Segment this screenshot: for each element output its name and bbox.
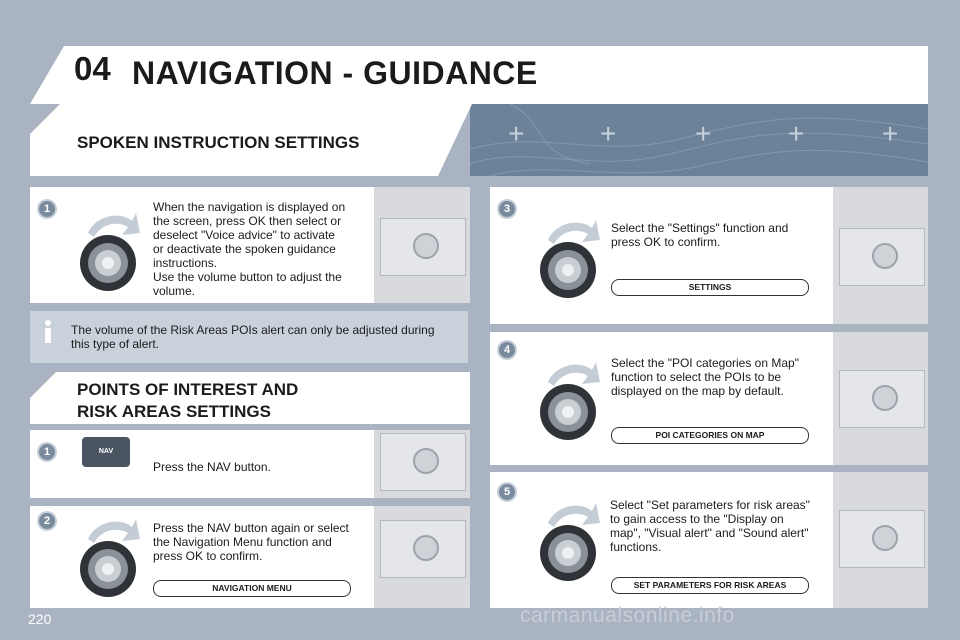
title-line: RISK AREAS SETTINGS	[77, 402, 271, 421]
menu-pill: SETTINGS	[611, 279, 809, 296]
step-1-text	[153, 200, 368, 298]
knob-icon	[530, 214, 610, 304]
step-badge: 3	[499, 201, 515, 217]
text-line: the Navigation Menu function and	[153, 535, 332, 549]
text-line: deselect "Voice advice" to activate	[153, 228, 335, 242]
knob-icon	[70, 207, 150, 297]
text-line: When the navigation is displayed on	[153, 200, 346, 214]
info-icon	[36, 318, 60, 344]
text-line: or deactivate the spoken guidance	[153, 242, 336, 256]
curved-arrow-icon	[88, 519, 140, 543]
text-line: volume.	[153, 284, 196, 298]
radio-unit-drawing	[839, 510, 925, 568]
menu-pill: SET PARAMETERS FOR RISK AREAS	[611, 577, 809, 594]
text-line: functions.	[610, 540, 662, 554]
text-line: Select the "Settings" function and	[611, 221, 789, 235]
step-p2-text	[153, 521, 368, 563]
plus-mark: +	[508, 118, 525, 149]
step-badge: 4	[499, 342, 515, 358]
info-text	[71, 323, 463, 351]
text-line: Use the volume button to adjust the	[153, 270, 342, 284]
step-badge: 1	[39, 201, 55, 217]
page-title: NAVIGATION - GUIDANCE	[132, 55, 538, 91]
knob-icon	[70, 513, 150, 603]
text-line: displayed on the map by default.	[611, 384, 784, 398]
radio-unit-drawing	[380, 218, 466, 276]
text-line: function to select the POIs to be	[611, 370, 782, 384]
text-line: The volume of the Risk Areas POIs alert can only be adjusted during	[71, 323, 435, 337]
step-4-text	[611, 356, 826, 398]
step-5-text	[610, 498, 830, 554]
text-line: Select "Set parameters for risk areas"	[610, 498, 810, 512]
text-line: Press the NAV button again or select	[153, 521, 349, 535]
step-badge: 1	[39, 444, 55, 460]
text-line: this type of alert.	[71, 337, 160, 351]
curved-arrow-icon	[548, 362, 600, 386]
text-line: the screen, press OK then select or	[153, 214, 342, 228]
section-poi-title	[77, 379, 298, 423]
title-line: POINTS OF INTEREST AND	[77, 380, 299, 399]
curved-arrow-icon	[548, 220, 600, 244]
text-line: press OK to confirm.	[611, 235, 721, 249]
nav-key-icon: NAV	[82, 437, 130, 467]
section-spoken-title: SPOKEN INSTRUCTION SETTINGS	[77, 133, 360, 152]
text-line: press OK to confirm.	[153, 549, 263, 563]
knob-icon	[530, 497, 610, 587]
step-badge: 2	[39, 513, 55, 529]
menu-pill: NAVIGATION MENU	[153, 580, 351, 597]
step-p1-text: Press the NAV button.	[153, 460, 271, 474]
menu-pill: POI CATEGORIES ON MAP	[611, 427, 809, 444]
header-corner	[30, 46, 64, 104]
plus-mark: +	[600, 118, 617, 149]
curved-arrow-icon	[548, 503, 600, 527]
map-banner	[470, 104, 928, 176]
radio-unit-drawing	[380, 520, 466, 578]
step-badge: 5	[499, 484, 515, 500]
radio-unit-drawing	[839, 370, 925, 428]
knob-icon	[530, 356, 610, 446]
text-line: to gain access to the "Display on	[610, 512, 784, 526]
plus-mark: +	[882, 118, 899, 149]
radio-unit-drawing	[380, 433, 466, 491]
step-3-text	[611, 221, 826, 249]
plus-mark: +	[695, 118, 712, 149]
text-line: map", "Visual alert" and "Sound alert"	[610, 526, 809, 540]
text-line: instructions.	[153, 256, 218, 270]
radio-unit-drawing	[839, 228, 925, 286]
curved-arrow-icon	[88, 213, 140, 237]
plus-mark: +	[788, 118, 805, 149]
text-line: Select the "POI categories on Map"	[611, 356, 799, 370]
watermark: carmanualsonline.info	[520, 604, 735, 627]
chapter-number: 04	[74, 50, 111, 87]
page-number: 220	[28, 611, 52, 627]
